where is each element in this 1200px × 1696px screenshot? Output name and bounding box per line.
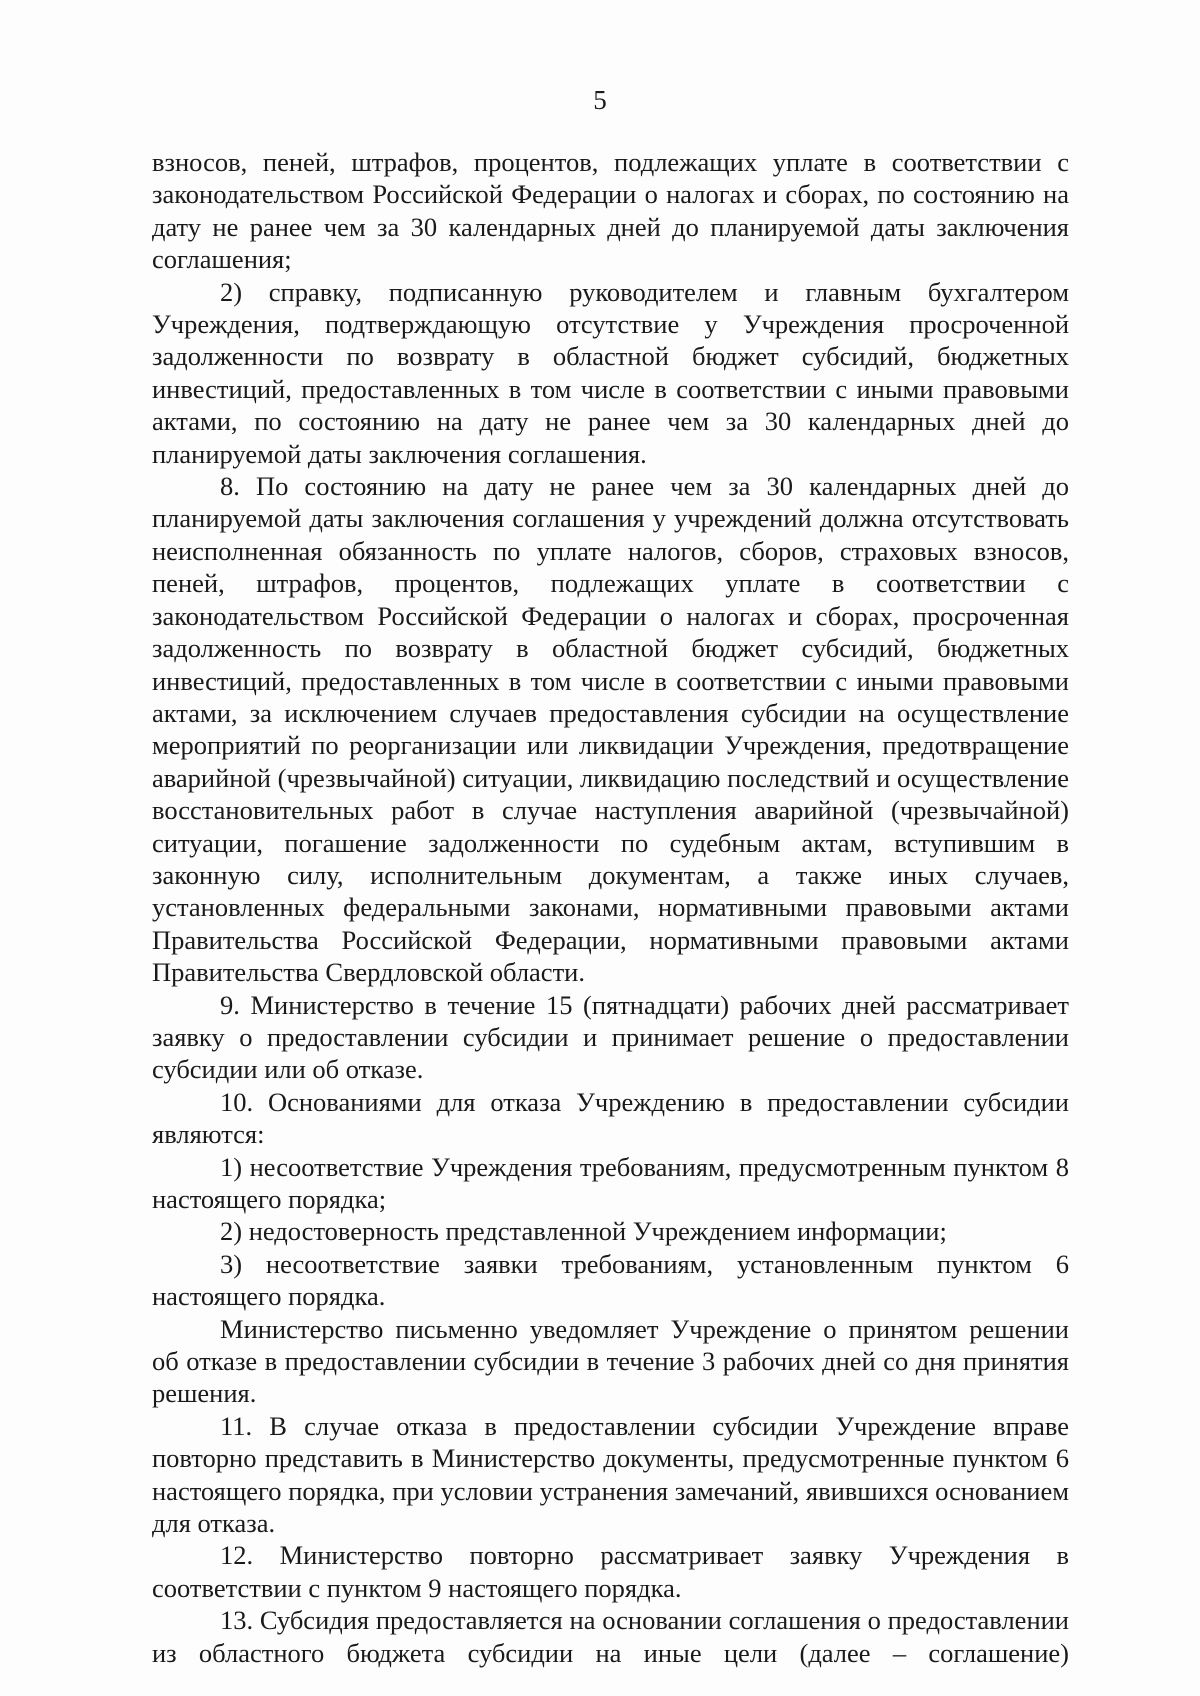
paragraph-refusal-reason-2: 2) недостоверность представленной Учреждением информации; (220, 1216, 947, 1247)
paragraph-clause-8: 8. По состоянию на дату не ранее чем за 30 календарных дней до планируемой даты заключения соглашения у учреждений должна отсутствовать неисполненная обязанность по уплате налогов, сборов, страховых взносов, пеней, штрафов, процентов, подлежащих уплате в соответствии с законодательством Российской Федерации о налогах и сборах, просроченная задолженность по возврату в областной бюджет субсидий, бюджетных инвестиций, предоставленных в том числе в соответствии с иными правовыми актами, за исключением случаев предоставления субсидии на осуществление мероприятий по реорганизации или ликвидации Учреждения, предотвращение аварийной (чрезвычайной) ситуации, ликвидацию последствий и осуществление восстановительных работ в случае наступления аварийной (чрезвычайной) ситуации, погашение задолженности по судебным актам, вступившим в законную силу, исполнительным документам, а также иных случаев, установленных федеральными законами, нормативными правовыми актами Правительства Российской Федерации, нормативными правовыми актами Правительства Свердловской области. (152, 471, 1069, 988)
paragraph-item-2-certificate: 2) справку, подписанную руководителем и главным бухгалтером Учреждения, подтверждающую отсутствие у Учреждения просроченной задолженности по возврату в областной бюджет субсидий, бюджетных инвестиций, предоставленных в том числе в соответствии с иными правовыми актами, по состоянию на дату не ранее чем за 30 календарных дней до планируемой даты заключения соглашения. (152, 276, 1069, 469)
paragraph-clause-11: 11. В случае отказа в предоставлении субсидии Учреждение вправе повторно представить в Министерство документы, предусмотренные пунктом 6 настоящего порядка, при условии устранения замечаний, явившихся основанием для отказа. (152, 1410, 1069, 1539)
paragraph-notification: Министерство письменно уведомляет Учреждение о принятом решении об отказе в предоставлении субсидии в течение 3 рабочих дней со дня принятия решения. (152, 1313, 1069, 1409)
paragraph-refusal-reason-3: 3) несоответствие заявки требованиям, установленным пунктом 6 настоящего порядка. (152, 1248, 1069, 1312)
paragraph-refusal-reason-1: 1) несоответствие Учреждения требованиям, предусмотренным пунктом 8 настоящего порядка; (152, 1151, 1069, 1214)
paragraph-clause-9: 9. Министерство в течение 15 (пятнадцати) рабочих дней рассматривает заявку о предоставлении субсидии и принимает решение о предоставлении субсидии или об отказе. (152, 989, 1069, 1085)
paragraph-clause-13: 13. Субсидия предоставляется на основании соглашения о предоставлении из областного бюджета субсидии на иные цели (далее – соглашение) (152, 1605, 1069, 1668)
document-body (152, 146, 1069, 1669)
page-number: 5 (593, 85, 607, 115)
paragraph-clause-10: 10. Основаниями для отказа Учреждению в предоставлении субсидии являются: (152, 1086, 1069, 1150)
paragraph-continuation: взносов, пеней, штрафов, процентов, подлежащих уплате в соответствии с законодательством Российской Федерации о налогах и сборах, по состоянию на дату не ранее чем за 30 календарных дней до планируемой даты заключения соглашения; (152, 147, 1069, 275)
paragraph-clause-12: 12. Министерство повторно рассматривает заявку Учреждения в соответствии с пунктом 9 настоящего порядка. (152, 1540, 1069, 1603)
